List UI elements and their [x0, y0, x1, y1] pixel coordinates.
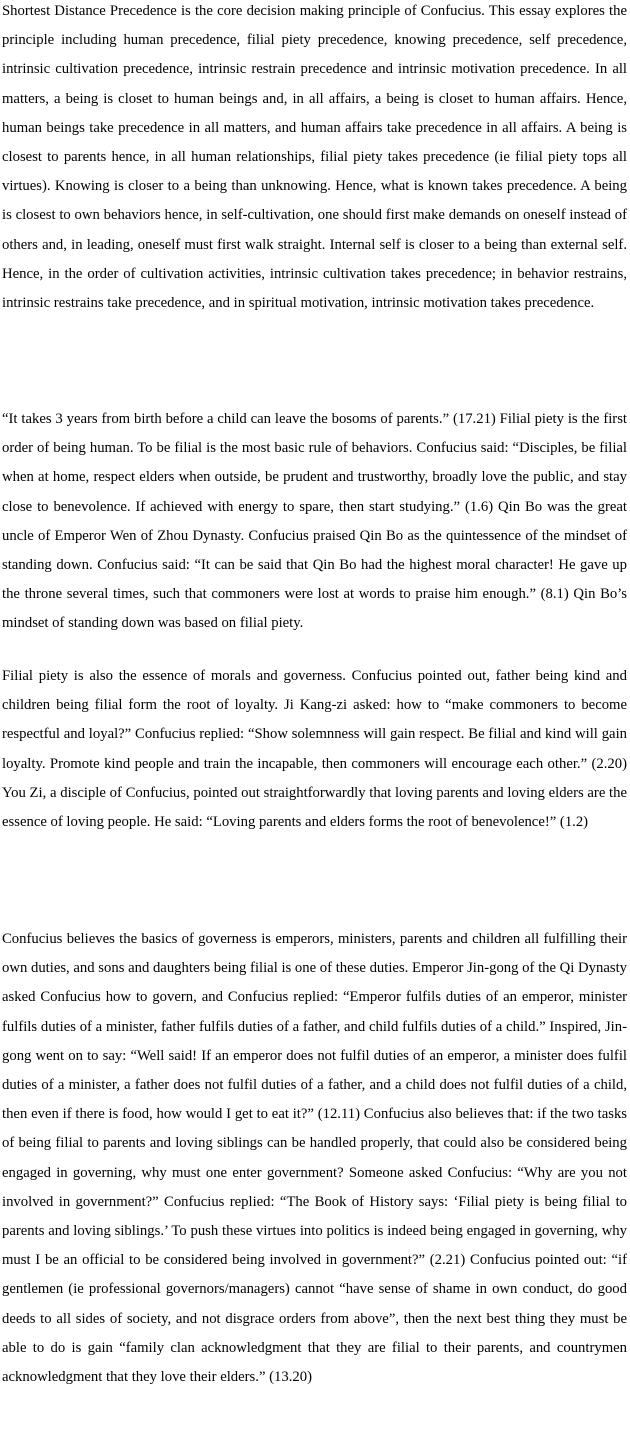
paragraph-intro: Shortest Distance Precedence is the core decision making principle of Confucius. This essay explores the principle including human precedence, filial piety precedence, knowing precedence, self precedence, intrinsic cultivation precedence, intrinsic restrain precedence and intrinsic motivation precedence. In all matters, a being is closet to human beings and, in all affairs, a being is closet to human affairs. Hence, human beings take precedence in all matters, and human affairs take precedence in all affairs. A being is closest to parents hence, in all human relationships, filial piety takes precedence (ie filial piety tops all virtues). Knowing is closer to a being than unknowing. Hence, what is known takes precedence. A being is closest to own behaviors hence, in self-cultivation, one should first make demands on oneself instead of others and, in leading, oneself must first walk straight. Internal self is closer to a being than external self. Hence, in the order of cultivation activities, intrinsic cultivation takes precedence; in behavior restrains, intrinsic restrains take precedence, and in spiritual motivation, intrinsic motivation takes precedence. [2, 3, 627, 312]
paragraph-governing-duties: Confucius believes the basics of governess is emperors, ministers, parents and children all fulfilling their own duties, and sons and daughters being filial is one of these duties. Emperor Jin-gong of the Qi Dynasty asked Confucius how to govern, and Confucius replied: “Emperor fulfils duties of an emperor, minister fulfils duties of a minister, father fulfils duties of a father, and child fulfils duties of a child.” Inspired, Jin-gong went on to say: “Well said! If an emperor does not fulfil duties of an emperor, a minister does fulfil duties of a minister, a father does not fulfil duties of a father, and a child does not fulfil duties of a child, then even if there is food, how would I get to eat it?” (12.11) Confucius also believes that: if the two tasks of being filial to parents and loving siblings can be handled properly, that could also be considered being engaged in governing, why must one enter government? Someone asked Confucius: “Why are you not involved in government?” Confucius replied: “The Book of History says: ‘Filial piety is being filial to parents and loving siblings.’ To push these virtues into politics is indeed being engaged in governing, why must I be an official to be considered being involved in government?” (2.21) Confucius pointed out: “if gentlemen (ie professional governors/managers) cannot “have sense of shame in own conduct, do good deeds to all sides of society, and not disgrace orders from above”, then the next best thing they must be able to do is gain “family clan acknowledgment that they are filial to their parents, and countrymen acknowledgment that they love their elders.” (13.20) [2, 931, 627, 1386]
paragraph-filial-piety-first: “It takes 3 years from birth before a child can leave the bosoms of parents.” (17.21) Filial piety is the first order of being human. To be filial is the most basic rule of behaviors. Confucius said: “Disciples, be filial when at home, respect elders when outside, be prudent and trustworthy, broadly love the public, and stay close to benevolence. If achieved with energy to spare, then start studying.” (1.6) Qin Bo was the great uncle of Emperor Wen of Zhou Dynasty. Confucius praised Qin Bo as the quintessence of the mindset of standing down. Confucius said: “It can be said that Qin Bo had the highest moral character! He gave up the throne several times, such that commoners were lost at words to praise him enough.” (8.1) Qin Bo’s mindset of standing down was based on filial piety. [2, 411, 627, 632]
paragraph-morals-governess: Filial piety is also the essence of morals and governess. Confucius pointed out, father being kind and children being filial form the root of loyalty. Ji Kang-zi asked: how to “make commoners to become respectful and loyal?” Confucius replied: “Show solemnness will gain respect. Be filial and kind will gain loyalty. Promote kind people and train the incapable, then commoners will encourage each other.” (2.20) You Zi, a disciple of Confucius, pointed out straightforwardly that loving parents and loving elders are the essence of loving people. He said: “Loving parents and elders forms the root of benevolence!” (1.2) [2, 668, 627, 831]
